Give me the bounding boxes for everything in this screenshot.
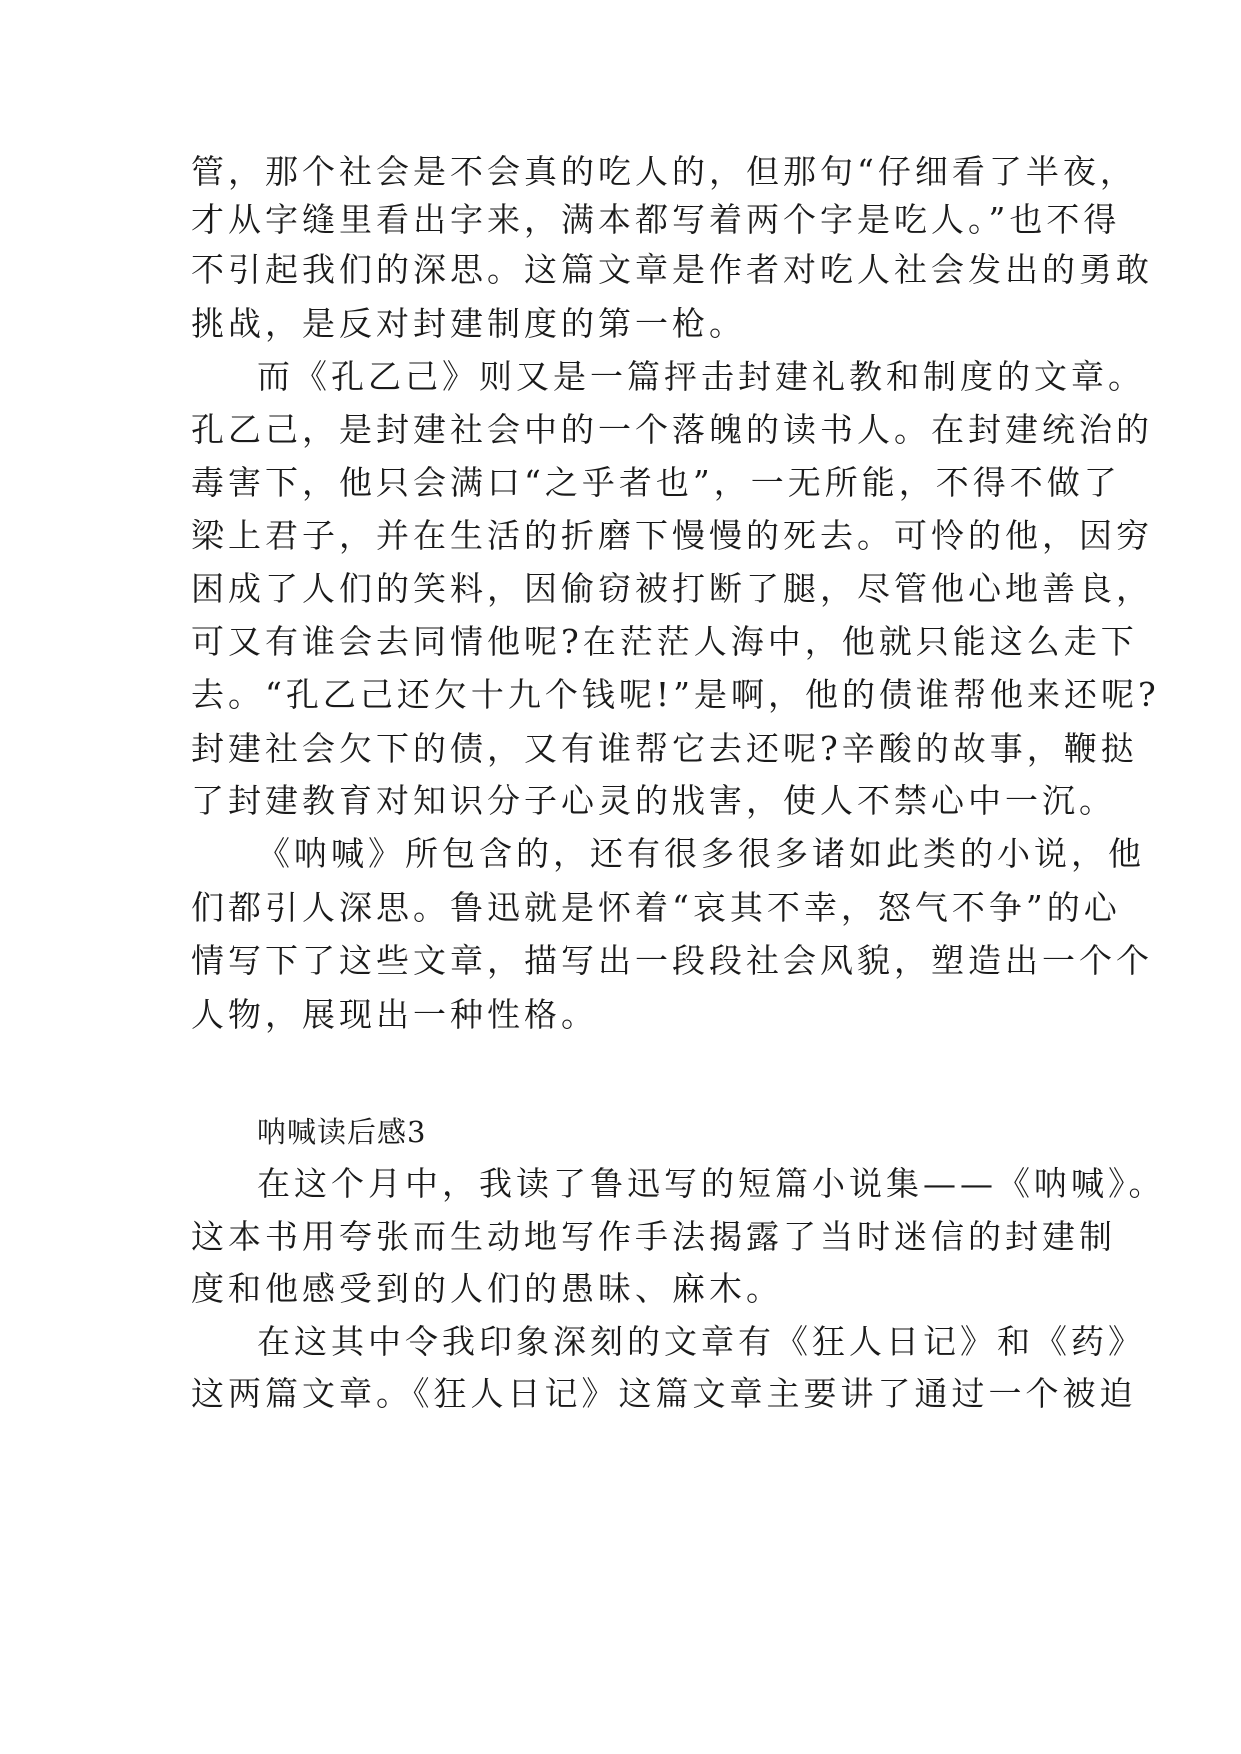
text-line: 们都引人深思。鲁迅就是怀着“哀其不幸，怒气不争”的心: [191, 888, 1121, 927]
text-line: 去。“孔乙己还欠十九个钱呢!”是啊，他的债谁帮他来还呢?: [191, 675, 1160, 714]
text-line: 毒害下，他只会满口“之乎者也”，一无所能，不得不做了: [191, 463, 1121, 502]
text-line: 封建社会欠下的债，又有谁帮它去还呢?辛酸的故事，鞭挞: [191, 729, 1138, 768]
text-line: 这两篇文章。《狂人日记》这篇文章主要讲了通过一个被迫: [191, 1374, 1137, 1413]
section-heading: 呐喊读后感3: [257, 1115, 427, 1149]
text-line: 而《孔乙己》则又是一篇抨击封建礼教和制度的文章。: [257, 357, 1145, 396]
text-line: 了封建教育对知识分子心灵的戕害，使人不禁心中一沉。: [191, 781, 1116, 820]
text-line: 人物，展现出一种性格。: [191, 995, 598, 1034]
text-line: 梁上君子，并在生活的折磨下慢慢的死去。可怜的他，因穷: [191, 516, 1153, 555]
text-line: 这本书用夸张而生动地写作手法揭露了当时迷信的封建制: [191, 1217, 1116, 1256]
text-line: 不引起我们的深思。这篇文章是作者对吃人社会发出的勇敢: [191, 250, 1153, 289]
text-line: 在这个月中，我读了鲁迅写的短篇小说集——《呐喊》。: [257, 1164, 1166, 1203]
text-line: 度和他感受到的人们的愚昧、麻木。: [191, 1269, 783, 1308]
text-line: 在这其中令我印象深刻的文章有《狂人日记》和《药》: [257, 1322, 1145, 1361]
text-line: 可又有谁会去同情他呢?在茫茫人海中，他就只能这么走下: [191, 622, 1138, 661]
text-line: 困成了人们的笑料，因偷窃被打断了腿，尽管他心地善良，: [191, 569, 1153, 608]
text-line: 《呐喊》所包含的，还有很多很多诸如此类的小说，他: [257, 834, 1145, 873]
text-line: 情写下了这些文章，描写出一段段社会风貌，塑造出一个个: [191, 941, 1153, 980]
text-line: 管，那个社会是不会真的吃人的，但那句“仔细看了半夜，: [191, 152, 1137, 191]
text-line: 才从字缝里看出字来，满本都写着两个字是吃人。”也不得: [191, 200, 1121, 239]
text-line: 孔乙己，是封建社会中的一个落魄的读书人。在封建统治的: [191, 410, 1153, 449]
text-line: 挑战，是反对封建制度的第一枪。: [191, 304, 746, 343]
